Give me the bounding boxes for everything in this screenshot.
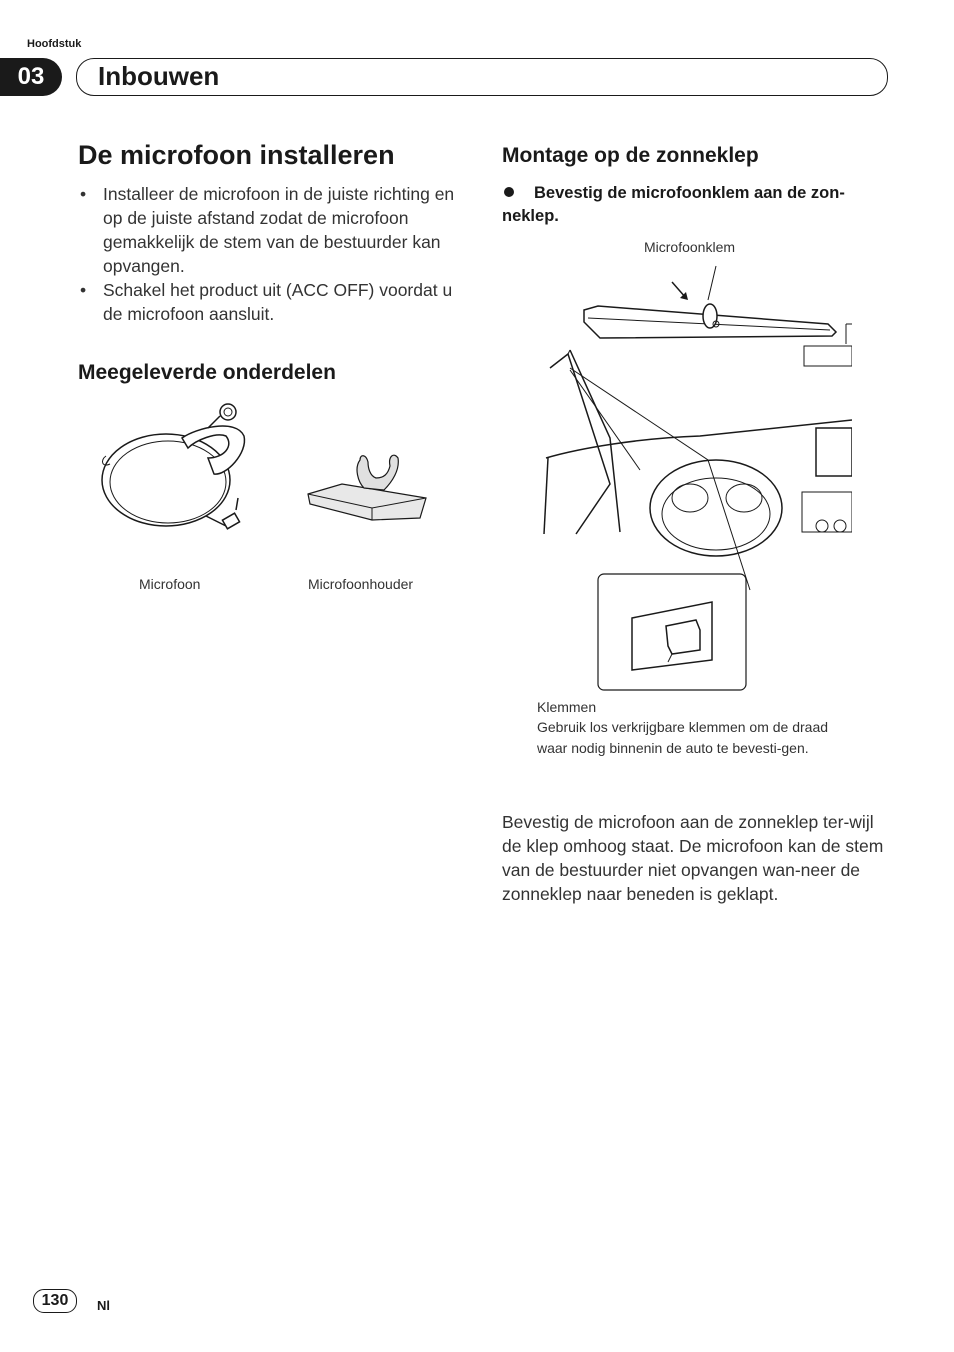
list-item: • Installeer de microfoon in de juiste richting en op de juiste afstand zodat de microfoon gemakkelijk de stem van de bestuurder kan opvangen. [78, 182, 470, 278]
clamps-note: Gebruik los verkrijgbare klemmen om de draad waar nodig binnenin de auto te bevesti-gen. [537, 719, 829, 756]
instruction-list [78, 182, 470, 326]
language-code: Nl [97, 1298, 110, 1313]
section-title: De microfoon installeren [78, 140, 395, 170]
mounting-heading: Montage op de zonneklep [502, 144, 759, 167]
part-caption: Microfoonhouder [308, 576, 414, 592]
microphone-illustration [96, 398, 256, 538]
clamps-label: Klemmen [537, 699, 597, 715]
chapter-label: Hoofdstuk [27, 38, 82, 50]
parts-heading: Meegeleverde onderdelen [78, 361, 336, 384]
sun-visor-diagram [540, 258, 852, 698]
part-caption: Microfoon [139, 576, 201, 592]
list-item: • Schakel het product uit (ACC OFF) voordat u de microfoon aansluit. [78, 278, 470, 326]
chapter-title: Inbouwen [98, 61, 220, 91]
clip-label: Microfoonklem [644, 239, 736, 255]
page-number: 130 [33, 1289, 77, 1313]
body-paragraph: Bevestig de microfoon aan de zonneklep ter-wijl de klep omhoog staat. De microfoon kan de stem van de bestuurder niet opvangen wan-neer de zonneklep naar beneden is geklapt. [502, 812, 884, 904]
mounting-instruction: Bevestig de microfoonklem aan de zon-neklep. [502, 184, 845, 225]
chapter-number-badge: 03 [0, 58, 62, 96]
bullet-dot-icon [504, 187, 514, 197]
microphone-holder-illustration [302, 448, 432, 528]
